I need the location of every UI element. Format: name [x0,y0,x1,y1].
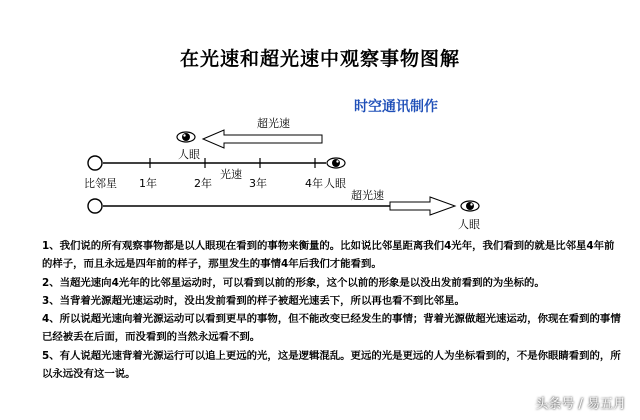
note-item: 4、所以说超光速向着光源运动可以看到更早的事物，但不能改变已经发生的事情；背着光源做超光速运动，你现在看到的事情已经被丢在后面，而没看到的当然永远看不到。 [42,313,621,344]
eye-icon [177,132,195,142]
eye-icon [327,158,345,168]
arrow-bottom-label: 超光速 [351,189,384,202]
year-label: 2年 [194,177,212,190]
page-title: 在光速和超光速中观察事物图解 [179,48,460,70]
note-item: 1、我们说的所有观察事物都是以人眼现在看到的事物来衡量的。比如说比邻星距离我们4光年，我们看到的就是比邻星4年前的样子，而且永远是四年前的样子，那里发生的事情4年后我们才能看到。 [42,240,615,271]
note-item: 5、有人说超光速背着光源运行可以追上更远的光，这是逻辑混乱。更远的光是更远的人为坐标看到的，不是你眼睛看到的，所以永远没有这一说。 [42,349,621,381]
arrow-top [203,130,322,148]
arrow-top-label: 超光速 [257,117,290,130]
year-label: 1年 [139,177,157,190]
star-circle [88,156,102,170]
notes [42,237,622,383]
subtitle: 时空通讯制作 [354,99,438,115]
watermark: 头条号 / 易五月 [535,397,626,412]
arrow-bottom [390,197,455,215]
star-circle-bottom [88,199,102,213]
year-label: 3年 [249,177,267,190]
eye-label-bottom: 人眼 [458,218,480,231]
note-item: 2、当超光速向4光年的比邻星运动时，可以看到以前的形象，这个以前的形象是以没出发前看到的为坐标的。 [42,276,545,289]
eye-label-right: 人眼 [324,177,346,190]
eye-label-top: 人眼 [178,148,200,161]
timeline-label: 光速 [220,168,242,181]
star-label: 比邻星 [84,177,117,190]
eye-icon [461,201,479,211]
note-item: 3、当背着光源超光速运动时，没出发前看到的样子被超光速丢下，所以再也看不到比邻星。 [42,294,465,307]
year-label: 4年 [305,177,323,190]
